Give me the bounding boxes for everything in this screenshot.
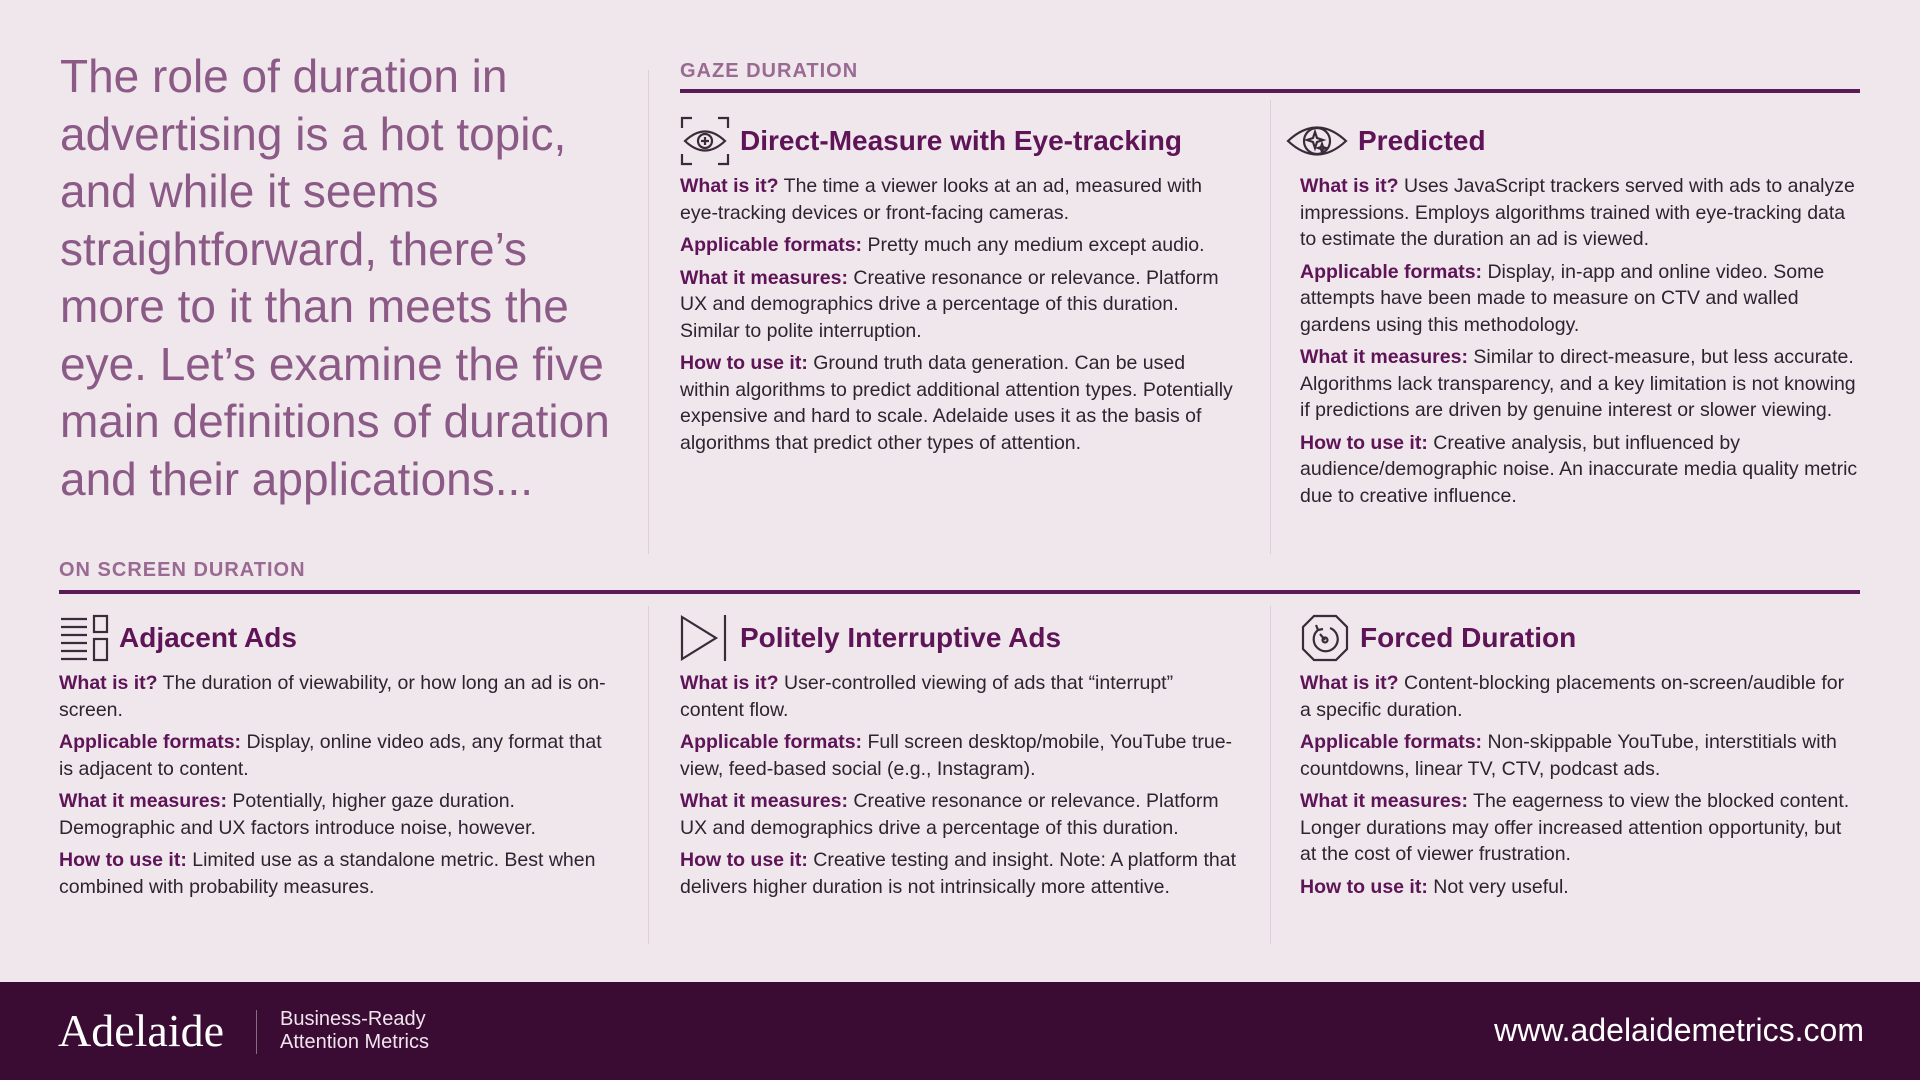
timer-icon [1300,613,1350,663]
card-use: Creative analysis, but influenced by audience/demographic noise. An inaccurate media quality metric due to creative influence. [1300,431,1858,507]
label-measures: What it measures: [1300,346,1468,368]
column-divider [1270,100,1271,554]
card-formats: Pretty much any medium except audio. [867,234,1205,256]
label-formats: Applicable formats: [59,731,242,753]
play-icon [680,613,730,663]
label-measures: What it measures: [59,790,227,812]
section-rule [59,590,1860,594]
eye-tracking-icon [680,116,730,166]
card-measures: The eagerness to view the blocked content. Longer durations may offer increased attention opportunity, but at the cost of viewer frustration. [1300,790,1850,865]
card-formats: Non-skippable YouTube, interstitials with countdowns, linear TV, CTV, podcast ads. [1300,731,1837,780]
card-title: Predicted [1358,125,1486,156]
footer-divider [256,1010,257,1054]
card-title: Adjacent Ads [119,622,297,653]
label-formats: Applicable formats: [1300,260,1483,283]
card-use: Creative testing and insight. Note: A platform that delivers higher duration is not intrinsically more attentive. [680,849,1236,898]
label-use: How to use it: [1300,875,1428,898]
card-forced-duration [1300,610,1860,906]
card-adjacent-ads [59,610,619,906]
label-use: How to use it: [680,849,808,871]
predicted-eye-icon [1286,116,1348,166]
tagline [280,1008,500,1054]
card-measures: Potentially, higher gaze duration. Demographic and UX factors introduce noise, however. [59,790,536,839]
card-formats: Full screen desktop/mobile, YouTube true-view, feed-based social (e.g., Instagram). [680,731,1233,780]
label-measures: What it measures: [680,790,848,812]
card-politely-interruptive [680,610,1240,906]
card-measures: Similar to direct-measure, but less accurate. Algorithms lack transparency, and a key limitation is not knowing if predictions are driven by genuine interest or slower viewing. [1300,346,1856,421]
card-what: User-controlled viewing of ads that “interrupt” content flow. [680,672,1174,721]
label-what: What is it? [1300,672,1399,694]
card-title: Direct-Measure with Eye-tracking [740,125,1182,156]
label-formats: Applicable formats: [1300,731,1483,753]
label-use: How to use it: [680,352,808,374]
card-title: Politely Interruptive Ads [740,622,1062,653]
section-label-gaze: GAZE DURATION [680,60,859,82]
card-title: Forced Duration [1360,622,1577,653]
label-use: How to use it: [59,849,187,871]
card-use: Ground truth data generation. Can be used within algorithms to predict additional attention types. Potentially expensive and hard to scale. Adelaide uses it as the basis of algorithms that predict other types of attention. [680,352,1233,454]
label-what: What is it? [1300,175,1399,197]
label-measures: What it measures: [680,266,848,289]
column-divider [648,70,649,554]
label-what: What is it? [680,175,779,197]
column-divider [1270,606,1271,944]
card-what: Content-blocking placements on-screen/audible for a specific duration. [1300,672,1845,721]
tagline-line-1: Business-Ready [280,1008,426,1030]
card-what: Uses JavaScript trackers served with ads to analyze impressions. Employs algorithms trained with eye-tracking data to estimate the duration an ad is viewed. [1300,175,1855,250]
card-measures: Creative resonance or relevance. Platform UX and demographics drive a percentage of this duration. Similar to polite interruption. [680,266,1219,342]
card-what: The time a viewer looks at an ad, measured with eye-tracking devices or front-facing cameras. [680,175,1203,224]
adjacent-layout-icon [59,613,109,663]
label-what: What is it? [59,672,158,694]
card-predicted [1300,113,1860,515]
website-link[interactable]: www.adelaidemetrics.com [1494,1012,1864,1048]
label-what: What is it? [680,672,779,694]
section-rule [680,89,1860,93]
card-formats: Display, online video ads, any format that is adjacent to content. [59,731,602,780]
tagline-line-2: Attention Metrics [280,1031,429,1053]
intro-text: The role of duration in advertising is a hot topic, and while it seems straightforward, there’s more to it than meets the eye. Let’s examine the five main definitions of duration and their applications... [60,50,610,505]
card-use: Limited use as a standalone metric. Best when combined with probability measures. [59,849,596,898]
card-use: Not very useful. [1433,875,1569,898]
card-formats: Display, in-app and online video. Some attempts have been made to measure on CTV and walled gardens using this methodology. [1300,260,1825,336]
card-what: The duration of viewability, or how long an ad is on-screen. [59,672,606,721]
card-measures: Creative resonance or relevance. Platform UX and demographics drive a percentage of this duration. [680,790,1219,839]
section-label-on-screen: ON SCREEN DURATION [59,559,306,581]
label-use: How to use it: [1300,431,1428,454]
footer-bar [0,982,1920,1080]
adelaide-logo: Adelaide [58,1005,225,1056]
label-formats: Applicable formats: [680,234,863,256]
label-measures: What it measures: [1300,790,1468,812]
card-direct-measure [680,113,1240,462]
column-divider [648,606,649,944]
label-formats: Applicable formats: [680,731,863,753]
